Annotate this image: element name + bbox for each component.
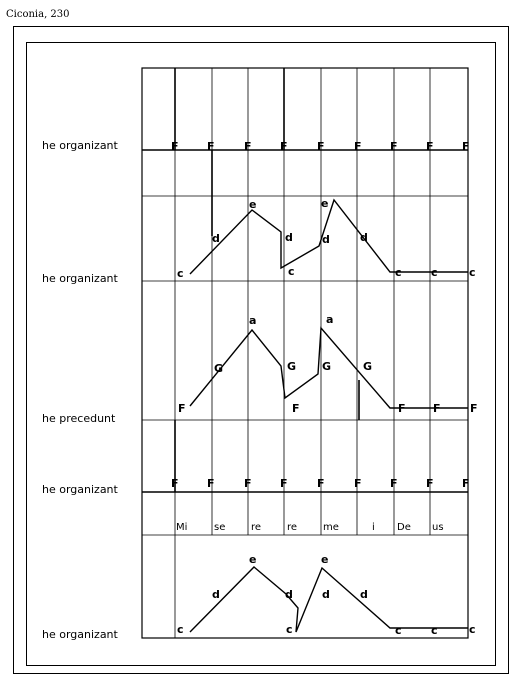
caption: Ciconia, 230	[6, 9, 70, 20]
note: e	[249, 553, 257, 566]
note: F	[280, 477, 288, 490]
row-label-4: he organizant	[42, 483, 118, 496]
row-label-2: he organizant	[42, 272, 118, 285]
note: F	[470, 402, 478, 415]
note: G	[214, 362, 224, 375]
accent-strokes	[175, 68, 359, 492]
note: F	[292, 402, 300, 415]
syllable: se	[214, 522, 226, 533]
note: F	[178, 402, 186, 415]
note: c	[431, 266, 438, 279]
syllable: re	[251, 522, 262, 533]
note: a	[326, 313, 334, 326]
note: F	[390, 477, 398, 490]
note: c	[286, 623, 293, 636]
note-row-4	[171, 477, 470, 490]
note-row-3	[178, 313, 478, 415]
note: F	[207, 477, 215, 490]
note: c	[177, 623, 184, 636]
note: F	[433, 402, 441, 415]
note: F	[398, 402, 406, 415]
section-dividers	[142, 196, 468, 535]
note: d	[285, 231, 293, 244]
drone-lines	[142, 150, 468, 492]
note: F	[171, 140, 179, 153]
row-label-5: he organizant	[42, 628, 118, 641]
note: c	[431, 624, 438, 637]
note: F	[426, 477, 434, 490]
note: d	[212, 588, 220, 601]
note: c	[469, 266, 476, 279]
note: F	[426, 140, 434, 153]
note: e	[249, 198, 257, 211]
note: F	[354, 140, 362, 153]
note: F	[462, 140, 470, 153]
note: c	[469, 623, 476, 636]
note: c	[395, 266, 402, 279]
syllable: me	[323, 522, 339, 533]
syllable: i	[372, 522, 375, 533]
note: F	[207, 140, 215, 153]
note: e	[321, 553, 329, 566]
grid-box	[142, 68, 468, 638]
note: F	[390, 140, 398, 153]
note-row-1	[171, 140, 470, 153]
note: c	[395, 624, 402, 637]
syllable: us	[432, 522, 444, 533]
note: F	[244, 140, 252, 153]
note: d	[212, 232, 220, 245]
note: F	[317, 477, 325, 490]
note: d	[322, 588, 330, 601]
note: d	[322, 233, 330, 246]
note: F	[244, 477, 252, 490]
row-label-3: he precedunt	[42, 412, 116, 425]
note: F	[280, 140, 288, 153]
syllable-row	[176, 522, 444, 533]
note: G	[322, 360, 332, 373]
note-row-5	[177, 553, 476, 637]
note: e	[321, 197, 329, 210]
note: G	[287, 360, 297, 373]
column-lines	[175, 68, 430, 638]
note: d	[285, 588, 293, 601]
syllable: De	[397, 522, 411, 533]
syllable: re	[287, 522, 298, 533]
row-label-1: he organizant	[42, 139, 118, 152]
note-row-2	[177, 197, 476, 280]
syllable: Mi	[176, 522, 188, 533]
note: c	[288, 265, 295, 278]
note: F	[354, 477, 362, 490]
note: F	[317, 140, 325, 153]
note: d	[360, 588, 368, 601]
note: d	[360, 231, 368, 244]
note: F	[462, 477, 470, 490]
note: F	[171, 477, 179, 490]
note: a	[249, 314, 257, 327]
note: G	[363, 360, 373, 373]
note: c	[177, 267, 184, 280]
